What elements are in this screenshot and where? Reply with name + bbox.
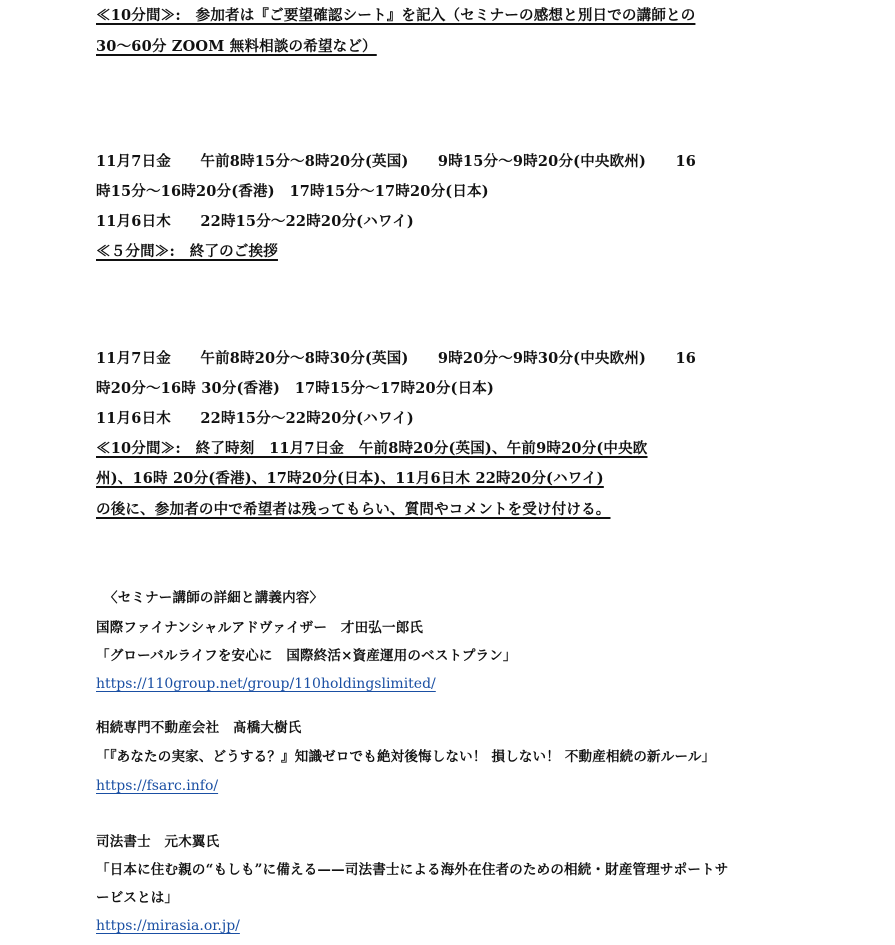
speaker-3-name: 司法書士 元木翼氏 [96,834,220,850]
agenda-survey-line-2: 30〜60分 ZOOM 無料相談の希望など） [96,38,377,55]
qa-session-line-3: の後に、参加者の中で希望者は残ってもらい、質問やコメントを受け付ける。 [96,501,611,518]
speakers-heading: 〈セミナー講師の詳細と講義内容〉 [104,590,324,606]
speaker-3-lecture-title-line-2: ービスとは」 [96,890,179,906]
schedule-qa-line-3: 11月6日木 22時15分〜22時20分(ハワイ) [96,410,414,427]
speaker-2-name: 相続専門不動産会社 髙橋大樹氏 [96,720,302,736]
schedule-closing-line-2: 時15分〜16時20分(香港) 17時15分〜17時20分(日本) [96,183,489,200]
schedule-qa-line-2: 時20分〜16時 30分(香港) 17時15分〜17時20分(日本) [96,380,495,397]
speaker-3-link[interactable]: https://mirasia.or.jp/ [96,918,240,934]
agenda-survey-line-1: ≪10分間≫: 参加者は『ご要望確認シート』を記入（セミナーの感想と別日での講師との [96,7,696,24]
qa-session-line-1: ≪10分間≫: 終了時刻 11月7日金 午前8時20分(英国)、午前9時20分(中央欧 [96,440,648,457]
schedule-closing-line-1: 11月7日金 午前8時15分〜8時20分(英国) 9時15分〜9時20分(中央欧州) 16 [96,153,697,170]
schedule-closing-line-3: 11月6日木 22時15分〜22時20分(ハワイ) [96,213,414,230]
speaker-3-lecture-title-line-1: 「日本に住む親の“もしも”に備える——司法書士による海外在住者のための相続・財産管理サポートサ [96,862,729,878]
qa-session-line-2: 州)、16時 20分(香港)、17時20分(日本)、11月6日木 22時20分(ハワイ) [96,470,604,487]
closing-greeting-heading: ≪５分間≫: 終了のご挨拶 [96,243,278,260]
speaker-1-name: 国際ファイナンシャルアドヴァイザー 才田弘一郎氏 [96,620,424,636]
speaker-1-link[interactable]: https://110group.net/group/110holdingslimited/ [96,676,436,692]
speaker-2-lecture-title: 「『あなたの実家、どうする？』知識ゼロでも絶対後悔しない！ 損しない！ 不動産相続の新ルール」 [96,749,716,765]
schedule-qa-line-1: 11月7日金 午前8時20分〜8時30分(英国) 9時20分〜9時30分(中央欧州) 16 [96,350,697,367]
speaker-1-lecture-title: 「グローバルライフを安心に 国際終活×資産運用のベストプラン」 [96,648,517,664]
speaker-2-link[interactable]: https://fsarc.info/ [96,778,219,794]
